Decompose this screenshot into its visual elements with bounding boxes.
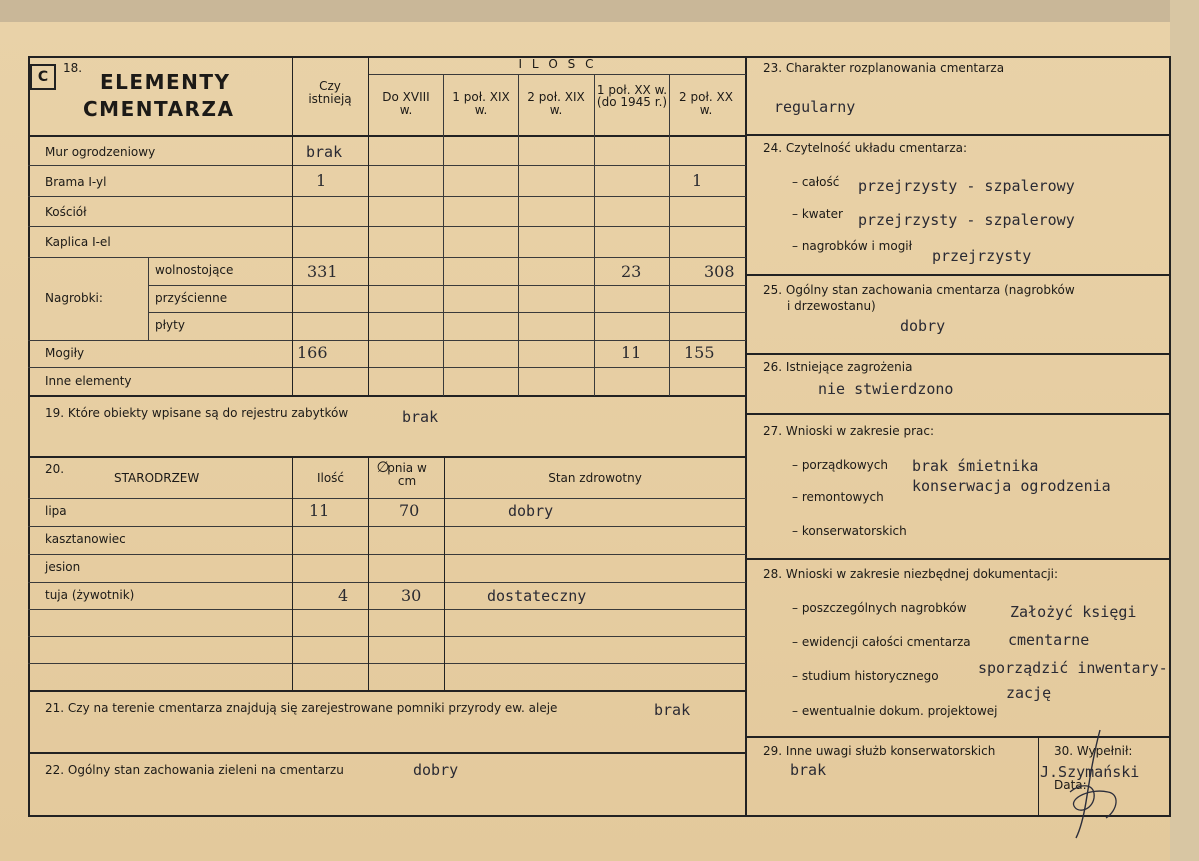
s27-kons-label: – konserwatorskich [792,524,907,538]
row-wolno-c4: 23 [621,262,642,281]
s18-header-bottom [28,135,746,137]
s20-row-4-name: tuja (żywotnik) [45,588,135,602]
s20-row-3-name: jesion [45,560,81,574]
s19-label: 19. Które obiekty wpisane są do rejestru zabytków [45,406,349,420]
col-exists-left [292,56,293,396]
row-mogily-c4: 11 [621,343,642,362]
row-plyty-label: płyty [155,318,185,332]
s24-calosc-value: przejrzysty - szpalerowy [858,177,1075,195]
ilosc-line [369,74,746,75]
s18-bottom [28,395,746,397]
s27-value-line2: konserwacja ogrodzenia [912,477,1111,495]
s20-col-pnia-left [368,457,369,691]
row-mogily-exists: 166 [297,343,328,362]
row-nagrobki-label: Nagrobki: [45,291,103,305]
frame-right [1169,56,1171,817]
s26-label: 26. Istniejące zagrożenia [763,360,913,374]
card-right-edge [1170,0,1199,861]
s26-value: nie stwierdzono [818,380,954,398]
col-c5-header: 2 poł. XX w. [679,90,733,118]
s20-line-6 [28,663,746,664]
nagrobki-sub-divider [148,257,149,340]
s21-bottom [28,752,746,754]
s28-value-line2: cmentarne [1008,631,1090,649]
s27-porz-label: – porządkowych [792,458,888,472]
s19-value: brak [402,408,439,426]
frame-bottom [28,815,1171,817]
s23-label: 23. Charakter rozplanowania cmentarza [763,61,1005,75]
s21-label: 21. Czy na terenie cmentarza znajdują się zarejestrowane pomniki przyrody ew. aleje [45,701,558,715]
frame-left [28,56,30,817]
row-wolno-c5: 308 [704,262,735,281]
s20-col-stan: Stan zdrowotny [548,471,642,485]
s30-data-label: Data: [1054,778,1087,792]
s25-value: dobry [900,317,946,335]
s29-label: 29. Inne uwagi służb konserwatorskich [763,744,996,758]
s20-line-2 [28,554,746,555]
row-wolno-exists: 331 [307,262,338,281]
row-mur-exists: brak [306,143,343,161]
signature-stroke-1 [1076,730,1100,838]
row-line-3 [28,226,746,227]
s24-nagrobkow-value: przejrzysty [932,247,1032,265]
s20-col-stan-left [444,457,445,691]
row-kosciol-label: Kościół [45,205,87,219]
s20-row-1-name: lipa [45,504,67,518]
row-mogily-label: Mogiły [45,346,85,360]
row-wolno-label: wolnostojące [155,263,234,277]
s25-bottom [746,353,1170,355]
col-c3-header: 2 poł. XIX w. [527,90,585,118]
s20-line-5 [28,636,746,637]
s24-kwater-value: przejrzysty - szpalerowy [858,211,1075,229]
row-line-5 [148,285,746,286]
s20-number: 20. [45,462,65,476]
s28-item1: – poszczególnych nagrobków [792,601,967,615]
row-kaplica-label: Kaplica I-el [45,235,111,249]
s24-label: 24. Czytelność układu cmentarza: [763,141,968,155]
row-brama-label: Brama I-yl [45,175,107,189]
s25-label-line2: i drzewostanu) [787,299,876,313]
s20-bottom [28,690,746,692]
signature-stroke-2 [1070,786,1116,818]
row-brama-exists: 1 [316,171,327,190]
signature-mark [1050,722,1140,842]
col-c2-left [443,74,444,396]
s20-col-ilosc: Ilość [316,471,345,485]
s28-value-line3: sporządzić inwentary- [978,659,1168,677]
s24-nagrobkow-label: – nagrobków i mogił [792,239,913,253]
s20-line-1 [28,526,746,527]
col-c4-header: 1 poł. XX w. (do 1945 r.) [596,83,668,109]
s28-item3: – studium historycznego [792,669,939,683]
row-line-1 [28,165,746,166]
s18-title-line2: CMENTARZA [83,97,235,121]
s30-value: J.Szymański [1040,763,1140,781]
s27-value-line1: brak śmietnika [912,457,1039,475]
s20-col-pnia: pnia w cm [387,461,427,489]
s28-value-line1: Założyć księgi [1010,603,1137,621]
col-c4-left [594,74,595,396]
card-top-edge [0,0,1199,22]
col-exists-header: Czy istnieją [308,79,352,107]
s29-value: brak [790,761,827,779]
s20-row-4-stan: dostateczny [487,587,587,605]
col-c2-header: 1 poł. XIX w. [452,90,510,118]
s20-header-bottom [28,498,746,499]
s20-line-3 [28,582,746,583]
s26-bottom [746,413,1170,415]
s27-rem-label: – remontowych [792,490,884,504]
col-c1-header: Do XVIII w. [382,90,430,118]
row-line-7 [28,340,746,341]
s20-col-pnia-symbol: ∅ [376,458,390,476]
row-mogily-c5: 155 [684,343,715,362]
row-line-6 [148,312,746,313]
s24-calosc-label: – całość [792,175,840,189]
col-c3-left [518,74,519,396]
s20-title: STARODRZEW [114,471,200,485]
s29-s30-divider [1038,737,1039,816]
frame-middle [745,56,747,817]
s27-label: 27. Wnioski w zakresie prac: [763,424,935,438]
s22-value: dobry [413,761,459,779]
s18-title-line1: ELEMENTY [100,70,231,94]
s22-label: 22. Ogólny stan zachowania zieleni na cmentarzu [45,763,344,777]
row-mur-label: Mur ogrodzeniowy [45,145,156,159]
s24-kwater-label: – kwater [792,207,843,221]
s30-label: 30. Wypełnił: [1054,744,1133,758]
col-c1-left [368,56,369,396]
s20-line-4 [28,609,746,610]
s20-row-1-ilosc: 11 [309,501,330,520]
section-letter-box: C [30,64,56,90]
s28-item2: – ewidencji całości cmentarza [792,635,971,649]
s28-item4: – ewentualnie dokum. projektowej [792,704,998,718]
s21-value: brak [654,701,691,719]
s20-col-ilosc-left [292,457,293,691]
s28-label: 28. Wnioski w zakresie niezbędnej dokumentacji: [763,567,1059,581]
row-line-4 [28,257,746,258]
row-line-2 [28,196,746,197]
row-inne-label: Inne elementy [45,374,132,388]
s23-bottom [746,134,1170,136]
s25-label-line1: 25. Ogólny stan zachowania cmentarza (nagrobków [763,283,1075,297]
s18-number: 18. [63,61,83,75]
s20-row-1-pnia: 70 [399,501,420,520]
s23-value: regularny [774,98,856,116]
ilosc-header: I L O Ś Ć [518,57,597,71]
s20-row-2-name: kasztanowiec [45,532,126,546]
s20-row-4-ilosc: 4 [338,586,349,605]
row-line-8 [28,367,746,368]
s20-row-1-stan: dobry [508,502,554,520]
s24-bottom [746,274,1170,276]
s20-row-4-pnia: 30 [401,586,422,605]
row-przys-label: przyścienne [155,291,228,305]
row-brama-c5: 1 [692,171,703,190]
s27-bottom [746,558,1170,560]
col-c5-left [669,74,670,396]
s28-value-line4: zację [1006,684,1052,702]
